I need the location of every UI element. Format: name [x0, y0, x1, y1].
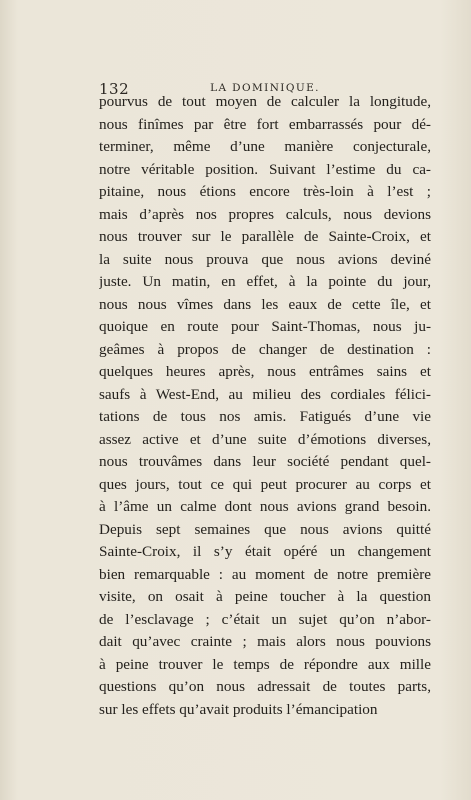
text-line: à l’âme un calme dont nous avions grand besoin. — [99, 498, 431, 515]
text-line: terminer, même d’une manière conjecturale, — [99, 138, 431, 155]
text-line: quoique en route pour Saint-Thomas, nous ju- — [99, 318, 431, 335]
text-line: nous finîmes par être fort embarrassés pour dé- — [99, 115, 431, 133]
text-line: à peine trouver le temps de répondre aux mille — [99, 655, 431, 673]
text-line: dait qu’avec crainte ; mais alors nous pouvions — [99, 633, 431, 650]
text-line: nous trouvâmes dans leur société pendant quel- — [99, 453, 431, 470]
page-number: 132 — [99, 80, 130, 98]
text-line: la suite nous prouva que nous avions deviné — [99, 250, 431, 268]
text-line: ques jours, tout ce qui peut procurer au corps et — [99, 475, 431, 493]
text-line: nous nous vîmes dans les eaux de cette île, et — [99, 295, 431, 313]
body-text — [99, 91, 431, 721]
text-line: questions qu’on nous adressait de toutes parts, — [99, 678, 431, 695]
text-line: mais d’après nos propres calculs, nous devions — [99, 205, 431, 223]
text-line: visite, on osait à peine toucher à la question — [99, 588, 431, 605]
running-head: LA DOMINIQUE. — [210, 82, 320, 94]
text-line: notre véritable position. Suivant l’estime du ca- — [99, 160, 431, 178]
text-line: pourvus de tout moyen de calculer la longitude, — [99, 93, 431, 110]
text-line: assez active et d’une suite d’émotions diverses, — [99, 430, 431, 448]
text-line: bien remarquable : au moment de notre première — [99, 565, 431, 583]
text-line: nous trouver sur le parallèle de Sainte-Croix, et — [99, 228, 431, 245]
text-line: tations de tous nos amis. Fatigués d’une vie — [99, 408, 431, 425]
text-line: pitaine, nous étions encore très-loin à l’est ; — [99, 183, 431, 200]
text-line: quelques heures après, nous entrâmes sains et — [99, 363, 431, 380]
text-line: de l’esclavage ; c’était un sujet qu’on n’abor- — [99, 610, 431, 628]
text-line: Sainte-Croix, il s’y était opéré un changement — [99, 543, 431, 560]
text-line: geâmes à propos de changer de destination : — [99, 340, 431, 358]
text-line: juste. Un matin, en effet, à la pointe du jour, — [99, 273, 431, 290]
text-line: sur les effets qu’avait produits l’émancipation — [99, 700, 378, 718]
text-line: Depuis sept semaines que nous avions quitté — [99, 520, 431, 538]
text-line: saufs à West-End, au milieu des cordiales félici- — [99, 385, 431, 403]
